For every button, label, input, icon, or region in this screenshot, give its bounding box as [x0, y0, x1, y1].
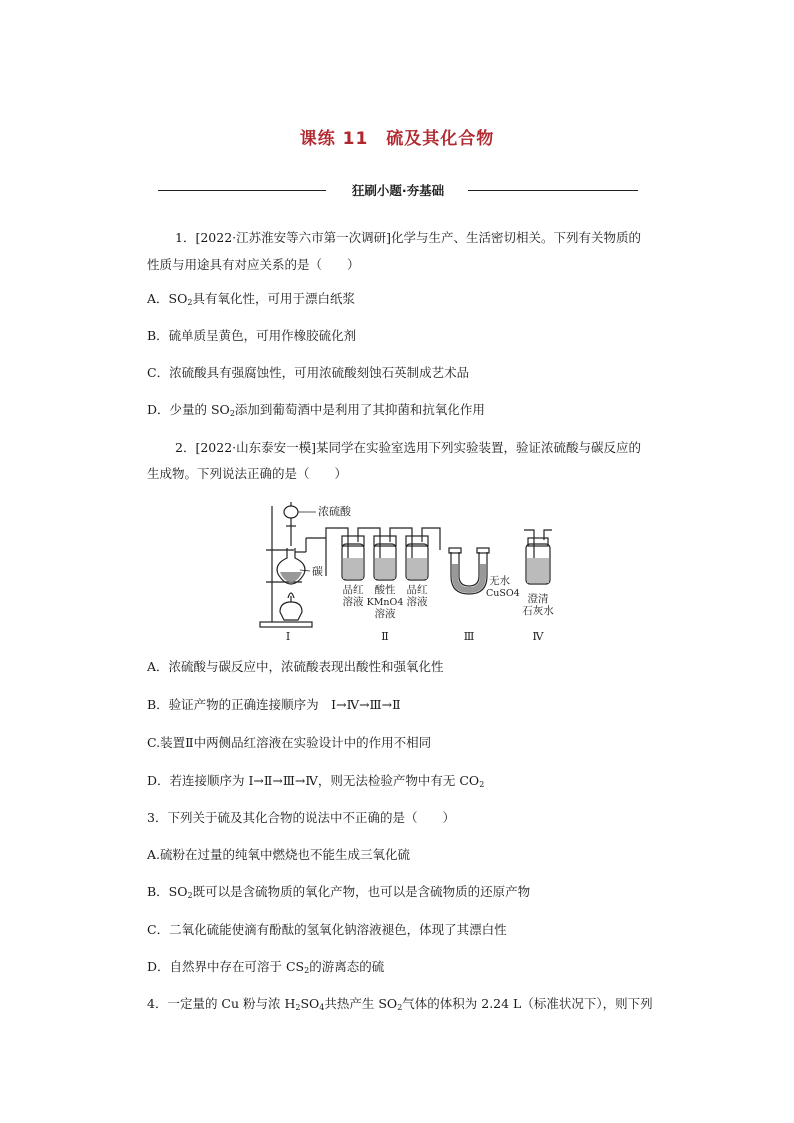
bottle2-liquid [375, 558, 395, 579]
u-tube-inner [459, 552, 479, 586]
apparatus-figure [258, 498, 558, 644]
q1-option-c: C．浓硫酸具有强腐蚀性，可用浓硫酸刻蚀石英制成艺术品 [147, 365, 470, 380]
roman-iii: Ⅲ [463, 630, 475, 643]
lime-label-line2: 石灰水 [522, 605, 554, 617]
q1-stem-line2: 性质与用途具有对应关系的是（ ） [147, 257, 360, 272]
q3-option-a: A.硫粉在过量的纯氧中燃烧也不能生成三氧化硫 [147, 847, 411, 862]
bottle3-liquid [407, 558, 427, 579]
bottle4-liquid [527, 558, 549, 583]
b2-label-line1: 酸性 [374, 584, 396, 596]
roman-iv: Ⅳ [532, 630, 544, 643]
b3-label-line2: 溶液 [406, 596, 428, 608]
roman-i: Ⅰ [285, 630, 291, 643]
carbon-label: 碳 [312, 565, 323, 578]
bottle1-liquid [343, 558, 363, 579]
u-label-line1: 无水 [489, 575, 510, 587]
q3-stem: 3．下列关于硫及其化合物的说法中不正确的是（ ） [147, 810, 455, 825]
q2-option-b: B．验证产物的正确连接顺序为 Ⅰ→Ⅳ→Ⅲ→Ⅱ [147, 697, 401, 712]
section-title: 狂刷小题·夯基础 [351, 183, 445, 198]
q2-stem-line1: 2．[2022·山东泰安一模]某同学在实验室选用下列实验装置，验证浓硫酸与碳反应的 [175, 440, 641, 455]
q2-option-d: D．若连接顺序为 Ⅰ→Ⅱ→Ⅲ→Ⅳ，则无法检验产物中有无 $CO_2$ [147, 773, 485, 789]
b3-outlet [422, 528, 440, 550]
q2-stem-line2: 生成物。下列说法正确的是（ ） [147, 466, 348, 481]
flame [288, 593, 294, 602]
b1-label-line1: 品红 [342, 584, 364, 596]
q1-stem-line1: 1．[2022·江苏淮安等六市第一次调研]化学与生产、生活密切相关。下列有关物质的 [175, 230, 641, 245]
q2-option-c: C.装置Ⅱ中两侧品红溶液在实验设计中的作用不相同 [147, 735, 432, 750]
q3-option-b: B．$SO_2$既可以是含硫物质的氧化产物，也可以是含硫物质的还原产物 [147, 884, 531, 900]
roman-ii: Ⅱ [381, 630, 389, 643]
b2-label-line3: 溶液 [374, 608, 396, 620]
q3-option-c: C．二氧化硫能使滴有酚酞的氢氧化钠溶液褪色，体现了其漂白性 [147, 922, 507, 937]
section-rule-right [468, 190, 638, 191]
section-header [158, 181, 638, 199]
acid-label: 浓硫酸 [318, 505, 351, 518]
lime-label-line1: 澄清 [527, 593, 549, 605]
u-tube-contents [452, 564, 486, 593]
b2-label-line2: KMnO4 [366, 597, 404, 608]
carbon-leader [300, 570, 310, 571]
q1-option-b: B．硫单质呈黄色，可用作橡胶硫化剂 [147, 328, 357, 343]
q4-stem: 4．一定量的 Cu 粉与浓 $H_2SO_4$共热产生 $SO_2$气体的体积为 2.24 L（标准状况下），则下列 [147, 996, 653, 1012]
bottle4-stopper [528, 538, 548, 546]
q2-option-a: A．浓硫酸与碳反应中，浓硫酸表现出酸性和强氧化性 [147, 659, 444, 674]
b1-label-line2: 溶液 [342, 596, 364, 608]
q1-option-d: D．少量的 $SO_2$添加到葡萄酒中是利用了其抑菌和抗氧化作用 [147, 402, 485, 418]
funnel-bulb [284, 506, 298, 518]
q1-option-a: A．$SO_2$具有氧化性，可用于漂白纸浆 [147, 291, 355, 307]
page-title: 课练 11 硫及其化合物 [299, 129, 495, 149]
stand-base [260, 622, 312, 627]
q3-option-d: D．自然界中存在可溶于 $CS_2$的游离态的硫 [147, 959, 385, 975]
u-label-line2: CuSO4 [486, 588, 520, 599]
alcohol-lamp [280, 602, 302, 620]
b3-label-line1: 品红 [406, 584, 428, 596]
